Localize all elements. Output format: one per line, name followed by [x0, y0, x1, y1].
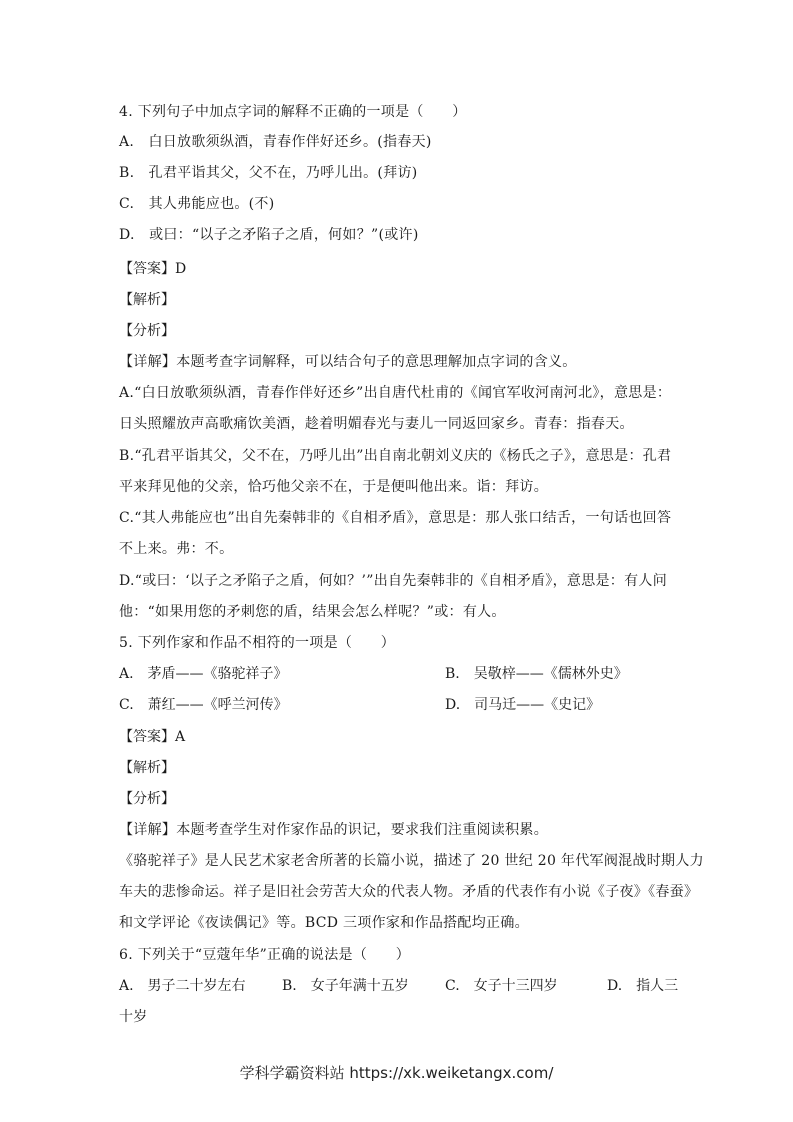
- q5-option-c: C. 萧红——《呼兰河传》: [119, 697, 288, 713]
- q4-option-a: A. 白日放歌须纵酒，青春作伴好还乡。(指春天): [119, 134, 432, 150]
- q4-option-c: C. 其人弗能应也。(不): [119, 196, 275, 212]
- q5-option-d: D. 司马迁——《史记》: [445, 697, 601, 713]
- q4-option-b: B. 孔君平诣其父，父不在，乃呼儿出。(拜访): [119, 165, 418, 181]
- q5-detail-line: 《骆驼祥子》是人民艺术家老舍所著的长篇小说，描述了 20 世纪 20 年代军阀混战时期人力: [119, 853, 704, 869]
- q6-stem: 6. 下列关于“豆蔻年华”正确的说法是（ ）: [119, 947, 411, 963]
- q5-detail-line: 【详解】本题考查学生对作家作品的识记，要求我们注重阅读积累。: [119, 822, 548, 838]
- q4-detail-line: D.“或曰：‘以子之矛陷子之盾，何如？’”出自先秦韩非的《自相矛盾》，意思是：有人问: [119, 573, 667, 589]
- q6-option-b: B. 女子年满十五岁: [282, 978, 409, 994]
- q5-detail-line: 车夫的悲惨命运。祥子是旧社会劳苦大众的代表人物。矛盾的代表作有小说《子夜》《春蚕》: [119, 884, 699, 900]
- q5-detail-line: 和文学评论《夜读偶记》等。BCD 三项作家和作品搭配均正确。: [119, 915, 529, 931]
- q5-option-b: B. 吴敬梓——《儒林外史》: [445, 666, 628, 682]
- q4-detail-line: A.“白日放歌须纵酒，青春作伴好还乡”出自唐代杜甫的《闻官军收河南河北》，意思是：: [119, 385, 672, 401]
- footer-watermark: 学科学霸资料站 https://xk.weiketangx.com/: [239, 1064, 554, 1082]
- q4-stem: 4. 下列句子中加点字词的解释不正确的一项是（ ）: [119, 104, 467, 120]
- q6-option-a: A. 男子二十岁左右: [119, 978, 246, 994]
- q4-detail-line: 【详解】本题考查字词解释，可以结合句子的意思理解加点字词的含义。: [119, 354, 577, 370]
- q5-stem: 5. 下列作家和作品不相符的一项是（ ）: [119, 635, 396, 651]
- q5-fenxi: 【分析】: [119, 791, 175, 807]
- q4-detail-line: C.“其人弗能应也”出自先秦韩非的《自相矛盾》，意思是：那人张口结舌，一句话也回答: [119, 510, 672, 526]
- q4-answer: 【答案】D: [119, 261, 187, 277]
- q4-option-d: D. 或曰：“以子之矛陷子之盾，何如？”(或许): [119, 227, 419, 243]
- q4-detail-line: 日头照耀放声高歌痛饮美酒，趁着明媚春光与妻儿一同返回家乡。青春：指春天。: [119, 416, 634, 432]
- q5-answer: 【答案】A: [119, 729, 186, 745]
- q6-option-d-wrap: 十岁: [119, 1009, 148, 1025]
- q4-detail-line: 不上来。弗：不。: [119, 541, 234, 557]
- q4-fenxi: 【分析】: [119, 323, 175, 339]
- q6-option-c: C. 女子十三四岁: [445, 978, 558, 994]
- q4-detail-line: B.“孔君平诣其父，父不在，乃呼儿出”出自南北朝刘义庆的《杨氏之子》，意思是：孔君: [119, 448, 672, 464]
- q6-option-d: D. 指人三: [607, 978, 679, 994]
- q5-jiexi: 【解析】: [119, 760, 175, 776]
- q4-detail-line: 他：“如果用您的矛刺您的盾，结果会怎么样呢？”或：有人。: [119, 604, 506, 620]
- q4-jiexi: 【解析】: [119, 292, 175, 308]
- q5-option-a: A. 茅盾——《骆驼祥子》: [119, 666, 288, 682]
- q4-detail-line: 平来拜见他的父亲，恰巧他父亲不在，于是便叫他出来。诣：拜访。: [119, 479, 548, 495]
